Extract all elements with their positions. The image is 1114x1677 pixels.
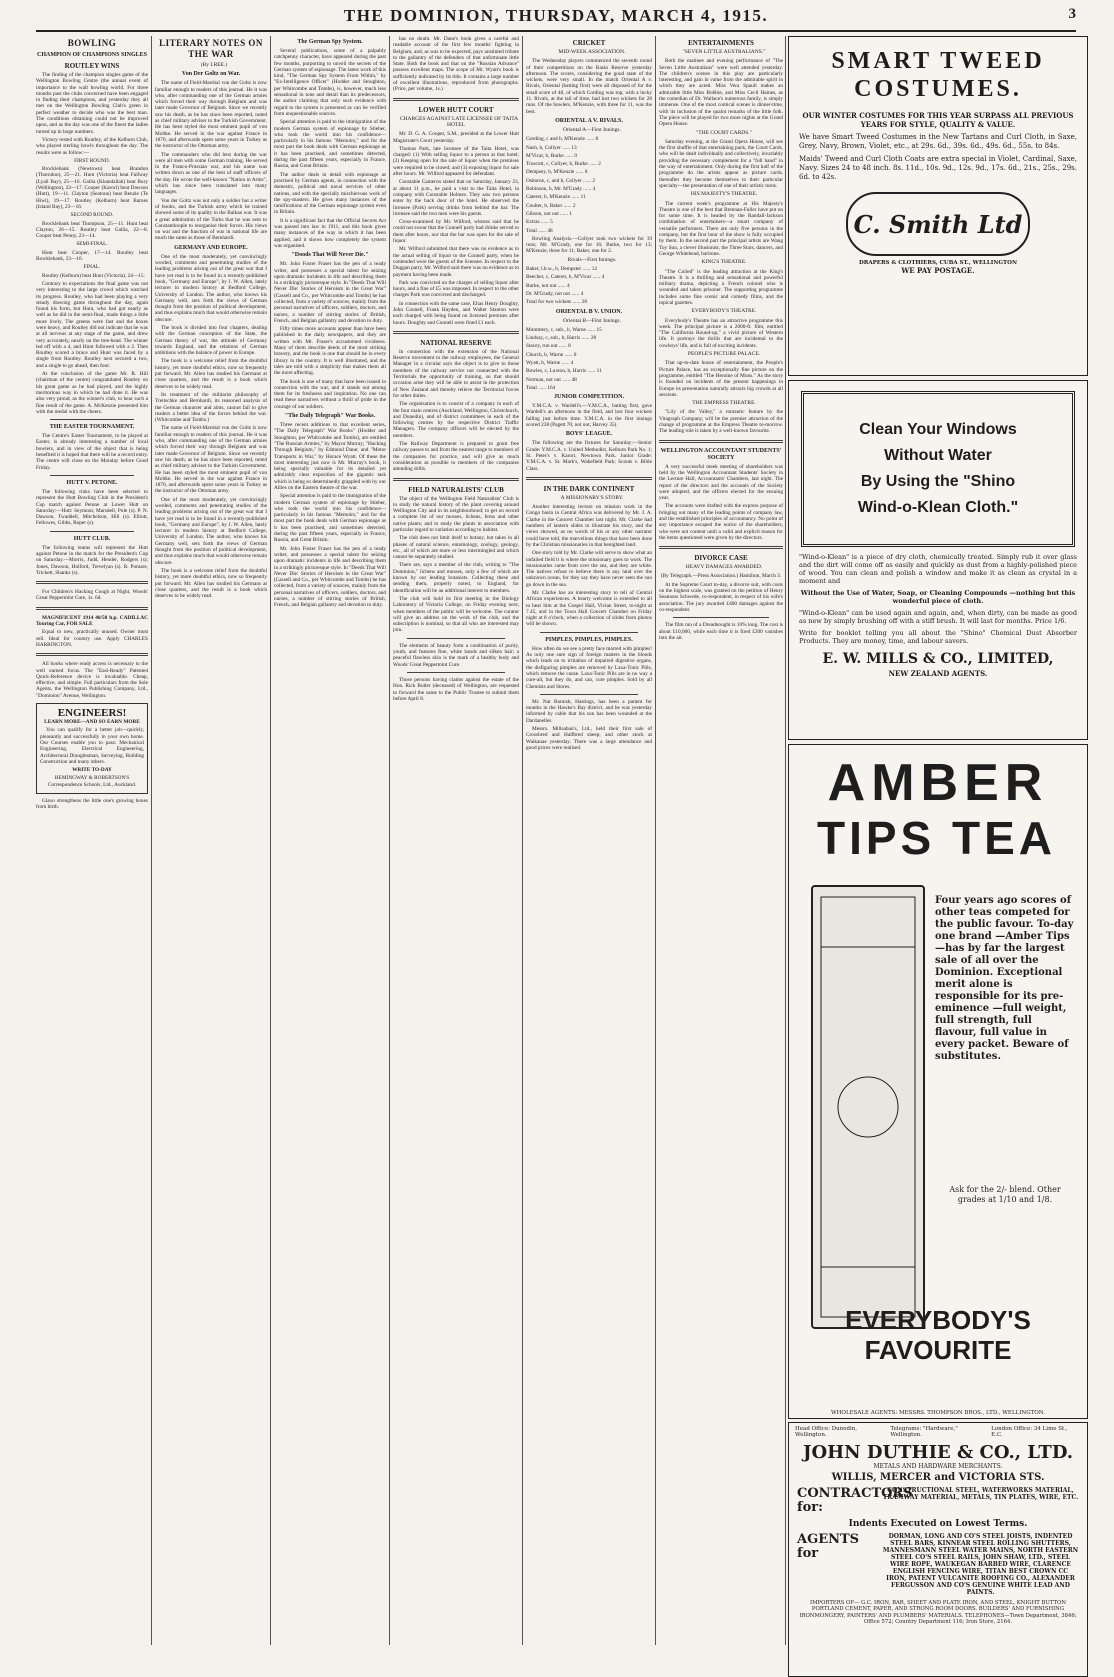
- paragraph: Those persons having claims against the estate of the Hon. Rick Butler (deceased) of Wellington, are requested to forward the same to the Public Trustee to submit them before April 8.: [393, 676, 519, 702]
- paragraph: The book is one of many that have been issued in connection with the war, and it stands out among them for its freshness and inspiration. No one can read these narratives without a thrill of pride in the courage of our soldiers.: [274, 378, 386, 410]
- article-headline: THE EASTER TOURNAMENT.: [49, 424, 135, 431]
- innings-heading: Oriental B—First Innings.: [563, 317, 621, 324]
- paragraph: Mr. John Foster Fraser has the pen of a ready writer, and possesses a special talent for seizing upon dramatic incidents in life and describing them in a strikingly picturesque style. In "Deeds That Will Never Die: Stories of Heroism in the Great War" (Cassell and Co., per Whitcombe and Tombs) he has collected, from a variety of sources, mainly from the personal narratives of officers, soldiers, doctors, and nurses, a number of stirring stories of British, French, and Belgian gallantry and devotion to duty.: [274, 261, 386, 324]
- paragraph: Everybody's Theatre has an attractive programme this week. The principal picture is a 2000-ft. film, entitled "The California Round-up," a vivid picture of Western life. It portrays the thrills that are incidental to the cowboys' life, and is full of exciting incidents.: [659, 317, 783, 349]
- divider: [407, 638, 505, 639]
- score-row: Wyatt, b, Warne ...... 4: [526, 359, 574, 366]
- importers-text: IMPORTERS OF— G.C. IRON, BAR, SHEET AND PLATE IRON, AND STEEL, KNIGHT BUTTON PORTLAND CEMENT, PAPER, AND STRONG ROOM DOORS. BUILDERS' AND FURNISHING IRONMONGERY, PAINTERS' AND PLUMBERS' MATERIALS. TELEPHONES—Town Department, 3846; Office 572; Country Department 116; Iron Store, 2164.: [799, 1600, 1077, 1625]
- advertisement-text: For Children's Hacking Cough at Night, Woods' Great Peppermint Cure, 1s. 6d.: [36, 589, 148, 602]
- paragraph: Messrs. Millsaban's, Ltd., held their first sale of Crossbred and Halfbred sheep, and other stock at Waikanae yesterday. There was a large attendance and good prices were realised.: [526, 726, 652, 751]
- article-subheading: CHAMPION OF CHAMPIONS SINGLES: [37, 52, 147, 58]
- article-subheading: "SEVEN LITTLE AUSTRALIANS.": [682, 49, 766, 55]
- paragraph: The book is a welcome relief from the doubtful history, yet more doubtful ethics, now so frequently put forward. Mr. Allen has studied his Germans at close quarters, and the result is a book which deserves to be widely read.: [155, 567, 267, 600]
- paragraph: The name of Field-Marshal von der Goltz is now familiar enough to readers of this journal. He it was who, after commanding one of the German armies which forced their way through Belgium and was later made Governor of Belgium. Since we recently saw his death, as he has since been reported, noted as chief military adviser to the Turkish Government. He has been styled the most eminent pupil of von Moltke. He served in the war against France in 1870, and afterwards spent some years in Turkey as the instructor of the Ottoman army.: [155, 80, 267, 150]
- column-rule: [522, 36, 523, 1645]
- glaxo-advertisement: Glaxo strengthens the little one's growing bones from birth.: [36, 798, 148, 811]
- tea-packet-icon: [811, 885, 925, 1329]
- paragraph: Mr. D. G. A. Cooper, S.M., presided at the Lower Hutt Magistrate's Court yesterday.: [393, 131, 519, 144]
- article-headline: DIVORCE CASE: [694, 554, 748, 563]
- divider: [673, 617, 769, 618]
- score-total: Total for two wickets ...... 28: [526, 299, 587, 306]
- article-subheading: A MISSIONARY'S STORY.: [560, 494, 624, 501]
- agents-list: DORMAN, LONG AND CO'S STEEL JOISTS, INDENTED STEEL BARS, KINNEAR STEEL ROLLING SHUTTERS, MANNESMANN STEEL WATER MAINS, NORTH EASTERN STEEL CO'S STEEL RAILS, JOHN SHAW, LTD., STEEL WIRE ROPE, WAUKEGAN BARBED WIRE, CLARENCE ENGLISH FENCING WIRE, TITAN BEST CROWN CC IRON, PATENT VULCANITE ROOFING CO., ALEXANDER FERGUSSON AND CO'S GENUINE WHITE LEAD AND PAINTS.: [882, 1533, 1079, 1596]
- ad-brand-amber: AMBER: [827, 754, 1049, 812]
- paragraph: The Centre's Easter Tournament, to be played at Easter, is already interesting a number of local bowlers, and in view of the object that is being benefited it is hoped that there will be a record entry. The centre will close on the Monday before Good Friday.: [36, 433, 148, 471]
- column-literary-notes: [155, 36, 267, 1645]
- ad-agent-sub: NEW ZEALAND AGENTS.: [888, 669, 988, 678]
- paragraph: The organisation is to consist of a company in each of the four main centres (Auckland, Wellington, Christchurch, and Dunedin), and of district committees in each of the following centres by the respective District Traffic Managers. The company officers will be elected by the members.: [393, 401, 519, 439]
- article-headline: JUNIOR COMPETITION.: [553, 394, 624, 401]
- score-row: M'Vicar, b, Burke ...... 0: [526, 152, 578, 159]
- company-name: JOHN DUTHIE & CO., LTD.: [802, 1442, 1074, 1463]
- paragraph: Contrary to expectations the final game was not very interesting to the large crowd which watched its progress. Routley, who had been playing a very steady drawing game throughout the day, again found his form, but Hunt, who had got nearly as well as he did in the semi-final, made things a little more lively. The greens were fast and the boxes were heavy, and Routley did not indicate that he was at all nervous at any stage of the game, and drew very accurately, nearly on the tree-head. The winner led off with a 4, and Hunt followed with a 2. Then Routley scored a brace and Hunt was faced by a single from Routley. Routley next secured a two, and a single to go ahead, then four.: [36, 280, 148, 369]
- advertisement-heading: MAGNIFICENT 1914 40/50 h.p. CADILLAC Touring Car, FOR SALE: [36, 614, 148, 628]
- ad-body: [789, 549, 1087, 678]
- divider: [393, 478, 519, 481]
- c-smith-logo: [846, 192, 1030, 256]
- paragraph: One of the most moderately, yet convincingly worded, comments and penetrating studies of the leading problems arising out of the great war that I have yet read is to be found in a recently-published book, "Germany and Europe", by J. W. Allen, lately lecturer in modern history at Bedford College, University of London. The author, who knows his Germany well, sets forth the views of German thought from the position of political development, and thus explains much that would otherwise remain obscure.: [155, 253, 267, 323]
- article-subheading: "THE COURT CARDS.": [696, 129, 752, 136]
- company-trade: METALS AND HARDWARE MERCHANTS.: [873, 1463, 1003, 1470]
- paragraph: There are, says a member of the club, writing to "The Dominion," lichens and mosses, only a few of which are known by our leading botanists. Collecting these and sending them, properly noted, to England, for identification will be an additional interest to members.: [393, 562, 519, 594]
- article-subheading: KING'S THEATRE.: [701, 259, 747, 266]
- article-headline: IN THE DARK CONTINENT: [543, 484, 635, 493]
- paragraph: Mr. Nat Barnish, Hastings, has been a patient for months in the Hawke's Bay district, and he was yesterday informed by cable that his son has been wounded at the Dardanelles.: [526, 698, 652, 724]
- score-row: Church, b, Warne ...... 0: [526, 351, 577, 358]
- paragraph: Constable Cameron stated that on Saturday, January 23, at about 11 p.m., he paid a visit to the Taita Hotel, in company with Constable Holmes. They saw two persons enter by the back door of the hotel. He observed the licensee (Park) serving drinks from behind the bar. The licensee said the two men were his guests.: [393, 179, 519, 217]
- agents-section: [797, 1533, 1079, 1596]
- article-headline: BOYS' LEAGUE.: [565, 431, 613, 438]
- paragraph: At the conclusion of the game Mr. R. Hill (chairman of the centre) congratulated Routley on his great game as he had played, and the highly meritorious way in which he had done it. He was also very proud, as the winner's club, to hear such a fine result of the game. A. McKenzie presented him with the medal with the cheers.: [36, 371, 148, 415]
- advertisement-column: [788, 36, 1088, 1645]
- innings-heading: Oriental A—First Innings.: [563, 126, 621, 133]
- divider: [393, 98, 519, 101]
- article-subheading: MID-WEEK ASSOCIATION.: [558, 49, 626, 55]
- score-row: Gording, c and b, M'Kenzie ...... 8: [526, 136, 599, 143]
- paragraph: has no doubt. Mr. Dane's book gives a careful and readable account of the first few months' fighting in Belgium, and, as was to be expected, pays unstinted tribute to the gallantry of the defenders of that unfortunate little State. Both the book and that on the "Russian Advance" possess excellent maps. The scope of Mr. Wyatt's book is sufficiently indicated by its title. It contains a large number of excellent illustrations, reproduced from photographs. (Price, per volume, 1s.): [393, 36, 519, 93]
- column-bowling: [36, 36, 148, 1645]
- round-heading: SEMI-FINAL.: [76, 241, 108, 248]
- divider: [540, 632, 638, 633]
- score-row: Gibson, not out ...... 1: [526, 210, 573, 217]
- advertisement-text: HEMINGWAY & ROBERTSON'S Correspondence Schools, Ltd., Auckland.: [47, 775, 137, 788]
- article-headline: LOWER HUTT COURT: [418, 105, 494, 114]
- article-headline: The German Spy System.: [297, 39, 363, 45]
- paragraph: Its treatment of the militarist philosophy of Treitschke and Bernhardi, its reasoned analysis of the German character and aims, cannot fail to give readers a better idea of the forces behind the war. (Whitcombe and Tombs.): [155, 391, 267, 424]
- divider: [540, 694, 638, 695]
- paragraph: Special attention is paid to the immigration of the modern German system of espionage by Stieber, who took the world into his confidence—particularly in his famous "Memoirs," and for the most part the book deals with German espionage as it has been practised, and sometimes detected, during the past fifteen years, especially in France, Russia, and Great Britain.: [274, 493, 386, 544]
- ad-title: SMART TWEED COSTUMES.: [831, 48, 1045, 102]
- paragraph: The Wednesday players commenced the seventh round of their competitions on the Basin Reserve yesterday afternoon. The scores, considering the good state of the wickets, were very small. In the match Oriental A v. Rivals, Oriental (batting first) were all disposed of for the small score of 48, of which Cording was top, with a lucky 11. Rivals, at the tail of time, had lost two wickets for 28 runs. Of the bowlers, M'Kenzie, with three for 11, was the best.: [526, 58, 652, 115]
- score-row: Mummery, c, sub., b, Warne ...... 15: [526, 326, 602, 333]
- ad-price-text: Ask for the 2/- blend. Other grades at 1/10 and 1/8.: [949, 1185, 1061, 1204]
- column-rule: [151, 36, 152, 1645]
- round-heading: FINAL.: [83, 264, 101, 271]
- ad-headline-line: By Using the "Shino: [860, 473, 1016, 490]
- paragraph: Three recent additions to that excellent series, "The Daily Telegraph" War Books" (Hodder and Stoughton, per Whitcombe and Tombs), are entitled "The Russian Armies," by Mayor Murray; "Hacking Through Belgium," by Edmund Dane; and "Motor Transports in War," by Horace Wyatt. Of these the most interesting just now is Mr. Murray's book, it being specially valuable for its detailed yet admirably clear exposition of the gigantic task which is being so determinedly grappled with by our Allies on the Eastern theatre of the war.: [274, 422, 386, 491]
- divider: [50, 419, 134, 420]
- score-row: Dr. M'Grady, not out ...... 4: [526, 290, 584, 297]
- advertisement-text: All books where ready access is necessary to the well earned focus. The "Easi-Ready" Patented Quick-Reference device is invaluable. Cheap, effective, and simple. Full particulars from the Sole Agents, the Wellington Publishing Company, Ltd., "Dominion" Avenue, Wellington.: [36, 661, 148, 699]
- paragraph: Brocklebank (Newtown) beat Brandon (Thorndon), 25—21. Hunt (Victoria) beat Fallway (Lyall Bay), 25—16. Gallia (Khandallah) beat Bury (Wellington), 22—17. Cooper (Karori) beat Dawson (Hutt), 19—11. Clayton (Seatoun) beat Benzie (Te Hiwi), 19—17. Routley (Kelburn) beat Barnes (Island Bay), 23—16.: [36, 166, 148, 210]
- score-total: Total ...... 164: [526, 384, 556, 391]
- paragraph: The following teams will represent the Hutt against Petone in the match for the President's Cup on Saturday.—Morris, Judd, Hender, Rodgers (s); Jones, Dawson, Holford, Trevelyan (s). R. Pomare, Trickett, Shanks (s).: [36, 544, 148, 576]
- article-subheading: CHARGES AGAINST LATE LICENSEE OF TAITA HOTEL: [399, 115, 519, 128]
- section-heading-bowling: BOWLING: [67, 38, 117, 48]
- round-heading: SECOND ROUND.: [70, 212, 114, 219]
- article-headline: Von Der Goltz on War.: [181, 71, 241, 78]
- masthead: [36, 2, 1076, 32]
- article-subheading: EVERYBODY'S THEATRE.: [691, 308, 757, 315]
- score-row: Lindsay, c, sub., b, Harris ...... 28: [526, 335, 597, 342]
- paragraph: One of the most moderately, yet convincingly worded, comments and penetrating studies of the leading problems arising out of the great war that I have yet read is to be found in a recently-published book, "Germany and Europe", by J. W. Allen, lately lecturer in modern history at Bedford College, University of London. The author, who knows his Germany well, sets forth the views of German thought from the position of political development, and thus explains much that would otherwise remain obscure.: [155, 496, 267, 566]
- ad-wholesale-agents: WHOLESALE AGENTS: MESSRS. THOMPSON BROS., LTD., WELLINGTON.: [830, 1410, 1046, 1416]
- paragraph: At the Supreme Court to-day, a divorce suit, with costs on the highest scale, was granted on the petition of Henry Seamons Schwede, co-respondent, in respect of his wife's association. The jury awarded £400 damages against the co-respondent.: [659, 581, 783, 613]
- paragraph: Park was convicted on the charges of selling liquor after hours, and a fine of £5 was imposed. In respect to the other charges Park was convicted and discharged.: [393, 279, 519, 299]
- innings-heading: Rivals—First Innings.: [567, 256, 617, 263]
- company-address: WILLIS, MERCER and VICTORIA STS.: [831, 1472, 1045, 1483]
- ad-headline-box: [801, 391, 1075, 547]
- column-war-books: [274, 36, 386, 1645]
- paragraph: The book is divided into four chapters, dealing with the German conception of the State, the German theory of war, the attitude of Germany towards England, and the relations of German ambitions with the balance of power in Europe.: [155, 324, 267, 357]
- divider: [36, 607, 148, 610]
- engineers-advertisement: [36, 703, 148, 794]
- advertisement-heading: PIMPLES, PIMPLES, PIMPLES.: [545, 636, 633, 643]
- article-headline: ROUTLEY WINS: [64, 62, 120, 70]
- column-court-reserve: [393, 36, 519, 1645]
- ad-text: Write for booklet telling you all about the "Shino" Chemical Dust Absorber Products. They are money, time, and labour savers.: [799, 629, 1077, 645]
- advertisement-text: The elements of beauty form a combination of purity, youth, and features fine, white hands and silken hair; a peaceful flawless skin is the mark of a healthy body and Woods' Great Peppermint Cure.: [393, 642, 519, 668]
- paragraph: The club does not limit itself to botany, but takes in all phases of natural science, entomology, zoology, geology, etc., all of which are more or less intermingled and which cannot be separately studied.: [393, 535, 519, 561]
- divider: [36, 653, 148, 656]
- scorecard-oriental-b: [526, 327, 652, 391]
- ad-text: Four years ago scores of other teas competed for the public favour. To-day one brand —Amber Tips—has by far the largest sale of all over the Dominion. Exceptional merit alone is responsible for its pre-eminence —full weight, full strength, full flavour, full value in every packet. Beware of substitutes.: [935, 895, 1074, 1062]
- score-row: Coulter, b, Baker ...... 2: [526, 202, 576, 209]
- score-row: Nash, b, Collyer ...... 13: [526, 144, 577, 151]
- ad-text: "Wind-o-Klean" can be used again and again, and, when dirty, can be made as good as new by simply brushing off with a stiff brush. It will last for months. Price 1/6.: [799, 609, 1077, 625]
- paragraph: Several publications, some of a palpably catchpenny character, have appeared during the past few months, purporting to unveil the secrets of the German system of espionage. The latest work of this kind, "The German Spy System From Within," by "Ex-Intelligence Officer" (Hodder and Stoughton, per Whitcombe and Tombs), is, however, much less sensational in tone and detail than its predecessors, the author claiming that only such evidence with regard to the system is presented as can be verified from unquestionable sources.: [274, 48, 386, 117]
- contractors-list: CONSTRUCTIONAL STEEL, WATERWORKS MATERIAL, TRAMWAY MATERIAL, METALS, TIN PLATES, WIRE, ETC.: [882, 1487, 1079, 1501]
- advertisement-subheading: LEARN MORE—AND SO EARN MORE: [44, 719, 140, 726]
- score-row: Burke, not out ...... 4: [526, 282, 570, 289]
- paragraph: Mr. John Foster Fraser has the pen of a ready writer, and possesses a special talent for seizing upon dramatic incidents in life and describing them in a strikingly picturesque style. In "Deeds That Will Never Die: Stories of Heroism in the Great War" (Cassell and Co., per Whitcombe and Tombs) he has collected, from a variety of sources, mainly from the personal narratives of officers, soldiers, doctors, and nurses, a number of stirring stories of British, French, and Belgian gallantry and devotion to duty.: [274, 545, 386, 609]
- divider: [659, 440, 783, 443]
- paragraph: That up-to-date house of entertainment, the People's Picture Palace, has an exceptionally fine picture on the programme, entitled "The Heroine of Mons." As the story is founded on incidents of the present happenings in Europe its presentation naturally attracts big crowds at all sessions.: [659, 360, 783, 398]
- article-headline: HUTT CLUB.: [73, 535, 111, 542]
- match-heading: ORIENTAL A V. RIVALS.: [555, 117, 623, 124]
- column-cricket: [526, 36, 652, 1645]
- score-row: Baker, l.b.w., b, Dempster ...... 12: [526, 266, 598, 273]
- section-heading-cricket: CRICKET: [572, 39, 606, 47]
- dateline: (By Telegraph.—Press Association.) Hamilton, March 3.: [660, 573, 782, 580]
- match-heading: ORIENTAL B V. UNION.: [555, 308, 623, 315]
- ad-headline-line: Clean Your Windows: [859, 421, 1017, 438]
- paragraph: The object of the Wellington Field Naturalists' Club is to study the natural history of the plant covering around Wellington City and in its neighbourhood; to get on record a complete list of our mosses, lichens, ferns and other native plants; and to study the plants in association with particular regard to variation according to habitat.: [393, 495, 519, 533]
- divider: [36, 581, 148, 584]
- round-heading: FIRST ROUND.: [74, 157, 110, 164]
- article-headline: WELLINGTON ACCOUNTANT STUDENTS' SOCIETY: [660, 447, 782, 461]
- score-row: Beecher, c, Caterer, b, M'Vicar ...... 4: [526, 274, 605, 281]
- byline: (By I.REE.): [200, 62, 228, 68]
- paragraph: The following rinks have been selected to represent the Hutt Bowling Club in the President's Cup match against Petone at Lower Hutt on Saturday:—Hutt: Seymour, Marsdell, Pole (s). P. N. Dawson, Twaddell, Mitchelson, Hill (s). Elliott, Fellowes, Gibbs, Roper (s).: [36, 488, 148, 527]
- paragraph: Bowling Analysis.—Collyer took two wickets for 19 runs; Mr. M'Grady, one for 16; Burke, two for 13; M'Kenzie, three for 11; Baker, one for 2.: [526, 235, 652, 255]
- paragraph: The finding of the champion singles game of the Wellington Bowling Centre (the annual event of importance to the wall bowling world. For three months past the clubs concerned have been engaged in finding their champions, and yesterday they all met on the Wellington Bowling Club's green in perfect weather to decide who was the best man. The conditions obtaining could not be improved upon, and as the day was one of the finest the ladies turned up in large numbers.: [36, 72, 148, 135]
- paragraph: Cross-examined by Mr. Wilford, witness said that he could not swear that the Connell party had drinks served to them after hours, nor that the bar was open for the sale of liquor.: [393, 219, 519, 245]
- ad-footer: WE PAY POSTAGE.: [901, 266, 975, 275]
- paragraph: Mr. Wilford submitted that there was no evidence as to the actual selling of liquor to the Connell party, when he contended were the guests of the licensee. In respect to the Duggan party, Mr. Wilford said there was no evidence as to payment having been made.: [393, 246, 519, 278]
- paragraph: Another interesting lecture on mission work in the Congo basin in Central Africa was delivered by Mr. J. A. Clarke in the Concert Chamber last night. Mr. Clarke had numbers of lantern slides to illustrate his story, and the views showed, as no words of his or any other narrator could have told, the marvellous things that have been done by the Christian missionaries in that benighted land.: [526, 504, 652, 548]
- paragraph: Victory rested with Routley, of the Kelburn Club, who played sterling bowls throughout the day. The results were as follow:—: [36, 136, 148, 156]
- article-headline: HUTT V. PETONE.: [66, 479, 118, 486]
- agents-label: AGENTS for: [797, 1532, 860, 1561]
- section-heading-entertainments: ENTERTAINMENTS: [688, 39, 754, 47]
- ad-brand-tips-tea: TIPS TEA: [817, 812, 1057, 864]
- london-office: London Office: 34 Lime St., E.C.: [991, 1426, 1068, 1438]
- masthead-title: THE DOMINION, THURSDAY, MARCH 4, 1915.: [343, 6, 769, 25]
- ad-text: Without the Use of Water, Soap, or Cleaning Compounds —nothing but this wonderful piece of cloth.: [800, 589, 1076, 605]
- advertisement-heading: ENGINEERS!: [57, 707, 127, 720]
- score-row: Bowles, c, Luxton, b, Harris ...... 11: [526, 368, 602, 375]
- paragraph: Routley (Kelburn) beat Hunt (Victoria), 24—15.: [42, 272, 145, 279]
- ad-headline-line: Without Water: [884, 447, 992, 464]
- telegrams: Telegrams: "Hardware," Wellington.: [890, 1426, 958, 1438]
- scorecard-rivals: [526, 266, 652, 305]
- score-total: Total ...... 48: [526, 227, 553, 234]
- divider: [407, 672, 505, 673]
- paragraph: In connection with the same case, Elias Henry Doughty, John Connell, Frank Hayden, and Walter Stanton were each charged with being found on licensed premises after hours. Doughty and Connell were fined £1 each.: [393, 300, 519, 326]
- column-rule: [655, 36, 656, 1645]
- score-row: Truscott, c, Collyer, b, Burke ...... 2: [526, 161, 601, 168]
- article-subheading: PEOPLE'S PICTURE PALACE.: [687, 351, 761, 358]
- score-row: Stacey, run out ...... 8: [526, 343, 571, 350]
- divider: [526, 477, 652, 480]
- ad-slogan: EVERYBODY'S FAVOURITE: [845, 1305, 1031, 1365]
- paragraph: Fifty times more accounts appear than have been published in the daily newspapers, and they are written with Mr. Fraser's accustomed vividness. Many of them describe deeds of the most striking bravery, and the book is one that should be in every library in the country. It is well illustrated, and the tales are told with a simplicity that makes them all the more affecting.: [274, 326, 386, 377]
- paragraph: "Lily of the Valley," a romantic feature by the Vitagraph Company, will be the premier attraction of the change of programme at the Empress Theatre to-morrow. The leading role is taken by a well-known favourite.: [659, 409, 783, 435]
- paragraph: Special attention is paid to the immigration of the modern German system of espionage by Stieber, who took the world into his confidence—particularly in his famous "Memoirs," and for the most part the book deals with German espionage as it has been practised, and sometimes detected, during the past fifteen years, especially in France, Russia, and Great Britain.: [274, 119, 386, 170]
- paragraph: In connection with the extension of the National Reserve movement to the railway employees, the General Manager in a circular says the object is to give to those members of the railway service not connected with the Territorials the opportunity of training, so that should occasion arise they will be able to assist in the protection of New Zealand and thereby relieve the Territorial forces for other duties.: [393, 348, 519, 399]
- paragraph: Y.M.C.A. v. Wardell's.—Y.M.C.A., batting first, gave Wardell's an afternoon in the field, and lost four wickets falling just before time. Y.M.C.A. in the first innings scored 238 (Pagett 70, not out; Harvey 35).: [526, 403, 652, 429]
- article-headline: NATIONAL RESERVE: [420, 338, 492, 347]
- advertisement-text: You can qualify for a better job—quickly, pleasantly and successfully in your own home. Our Courses enable you to pass: Mechanical Engineering, Electrical Engineering, Architectural Draughtsman, Surveying, Building Construction and many others.: [40, 727, 144, 765]
- ad-subtitle: OUR WINTER COSTUMES FOR THIS YEAR SURPASS ALL PREVIOUS YEARS FOR STYLE, QUALITY & VALUE.: [802, 111, 1074, 129]
- contractors-section: [797, 1487, 1079, 1515]
- divider: [50, 531, 134, 532]
- divider: [393, 331, 519, 334]
- divider: [50, 475, 134, 476]
- paragraph: The film run of a Dreadnought is 10% long. The cost is about £10,000, while each time it is fired £200 vanishes into the air.: [659, 622, 783, 641]
- divider: [659, 546, 783, 549]
- john-duthie-ad: [788, 1422, 1088, 1677]
- section-heading-literary: LITERARY NOTES ON THE WAR: [159, 38, 263, 59]
- column-rule: [785, 36, 786, 1645]
- logo-text: C. Smith Ltd: [853, 209, 1023, 239]
- article-headline: FIELD NATURALISTS' CLUB: [408, 485, 504, 494]
- column-rule: [270, 36, 271, 1645]
- ad-agent: E. W. MILLS & CO., LIMITED,: [822, 651, 1054, 667]
- advertisement-text: How often do we see a pretty face marred with pimples! As only one sure sign of foreign matters in the bloods which leads on to irritation of impaired digestive organs, the disfiguring pimples are removed by Laxa-Tonic Pills, which remove the cause. Laxa-Tonic Pills are in no way a cure-all, but they do, and can, cure pimples. Sold by all Chemists and Stores.: [526, 645, 652, 690]
- paragraph: A very successful meek meeting of shareholders was held by the Wellington Accountant Students' Society in the Lecture Hall, Accountants' Chambers, last night. The report of the directors and the accounts of the Society were adopted, and the officers elected for the ensuing year.: [659, 463, 783, 502]
- article-headline: "Doods That Will Never Die.": [291, 252, 369, 259]
- paragraph: The following are the fixtures for Saturday:—Senior Grade: Y.M.C.A. v. United Methodist, Kelburn Park No. 1; St. Peter's v. Karori, Newtown Park. Junior Grade: Y.M.C.A. v. St. Mark's, Wakefield Park; Scouts v. Bible Class.: [526, 440, 652, 472]
- article-subheading: THE EMPRESS THEATRE.: [692, 400, 756, 407]
- shino-wind-o-klean-ad: [788, 380, 1088, 740]
- paragraph: The name of Field-Marshal von der Goltz is now familiar enough to readers of this journal. He it was who, after commanding one of the German armies which forced their way through Belgium and was later made Governor of Belgium. Since we recently saw his death, as he has since been reported, noted as chief military adviser to the Turkish Government. He has been styled the most eminent pupil of von Moltke. He served in the war against France in 1870, and afterwards spent some years in Turkey as the instructor of the Ottoman army.: [155, 425, 267, 495]
- column-rule: [389, 36, 390, 1645]
- ad-text: Maids' Tweed and Curl Cloth Coats are extra special in Violet, Cardinal, Saxe, Navy. Sizes 24 to 48 inch. 8s. 11d., 10s. 9d., 12s. 9d., 17s. 6d., 21s., 25s., 29s. 6d. to 42s.: [799, 155, 1077, 181]
- paragraph: One story told by Mr. Clarke will serve to show what an unfailed field it is where the missionary goes to work. The missionaries came from over the sea, and they are white. The natives refuse to believe there is any land over the unknown ocean, for they say they have never seen the sun go down in the sea.: [526, 550, 652, 588]
- ad-text: "Wind-o-Klean" is a piece of dry cloth, chemically treated. Simply rub it over glass and the dirt will come off as easily and quickly as dust from a highly-polished piece of wood. You can clean and polish a window and make it as clean as crystal in a moment and: [799, 553, 1077, 585]
- paragraph: Mr. Clarke has an interesting story to tell of Central African experiences. A hearty welcome is extended to all to hear him at the Gospel Hall, Vivian Street, to-night at 7.45, and in the Town Hall Concert Chamber on Friday night at 8 o'clock, when a collection of slides from photos will be shown.: [526, 590, 652, 628]
- score-row: Extras ...... 5: [526, 219, 553, 226]
- contractors-label: CONTRACTORS for:: [797, 1486, 913, 1515]
- score-row: Robinson, b, Mr. M'Grady ...... 4: [526, 186, 596, 193]
- smart-tweed-costumes-ad: [788, 36, 1088, 376]
- amber-tips-tea-ad: [788, 744, 1088, 1419]
- advertisement-cta: WRITE TO-DAY: [72, 767, 112, 774]
- scorecard-oriental-a: [526, 136, 652, 234]
- paragraph: "The Coiled" is the leading attraction at the King's Theatre. It is a thrilling and sensational and powerful military drama, depicting a French colonel who is wounded and taken prisoner. The supporting programme includes some fine scenic and comedy films, and the topical gazettes.: [659, 268, 783, 306]
- paragraph: The book is a welcome relief from the doubtful history, yet more doubtful ethics, now so frequently put forward. Mr. Allen has studied his Germans at close quarters, and the result is a book which deserves to be widely read.: [155, 358, 267, 390]
- article-subheading: HIS MAJESTY'S THEATRE.: [690, 191, 758, 198]
- paragraph: The Railway Department is prepared to grant free railway passes to and from the nearest range to members of the companies for practice, and will give as much consideration as possible to members of the companies attending drills.: [393, 441, 519, 473]
- paragraph: Both the matinee and evening performance of "The Seven Little Australians" were well attended yesterday. The children's scenes in this play are particularly interesting, and gain in value from the admirable spirit in which they are acted. Miss Vera Spaull makes an admirable little Miss Bobbie, and Miss Cecil Haines, as the comedian of Dr. Wallace's numerous family, is simply immense. One of the most comical scenes is dinner-time, with its inclusion of the quaint remarks of the little folk. The piece will be played for two more nights at the Grand Opera House.: [659, 58, 783, 128]
- indents-line: Indents Executed on Lowest Terms.: [848, 1519, 1028, 1529]
- ad-text: We have Smart Tweed Costumes in the New Tartans and Curl Cloth, in Saxe, Grey, Navy, Brown, Violet, etc., at 29s. 6d., 39s. 6d., 49s. 6d., 55s. to 84s.: [799, 133, 1077, 150]
- paragraph: Thomas Park, late licensee of the Taita Hotel, was charged: (1) With selling liquor to a person at that hotel; (2) Keeping open for the sale of liquor when the premises were required to be closed; and (3) exposing liquor for sale after hours. Mr. Wilford appeared for defendant.: [393, 145, 519, 178]
- ad-contact-row: [795, 1426, 1081, 1438]
- logo-subtext: DRAPERS & CLOTHIERS, CUBA ST., WELLINGTON: [859, 260, 1017, 266]
- paragraph: It is a significant fact that the Official Secrets Act was passed into law in 1911, and this book gives many instances of the way in which it has been applied, and it shows how completely the system was organised.: [274, 217, 386, 249]
- column-entertainments: [659, 36, 783, 1645]
- article-subheading: HEAVY DAMAGES AWARDED.: [685, 564, 763, 571]
- score-row: Caterer, b, M'Kenzie ...... 11: [526, 194, 586, 201]
- paragraph: The author deals in detail with espionage as practised by German agents, in connection with the domestic, political and naval services of other nations, and with the specially mischievous work of the spy-masters. He gives many instances of the ramifications of the German espionage system even in Britain.: [274, 171, 386, 216]
- tea-packet-graphic: [813, 887, 923, 1327]
- advertisement-text: Equal to new, practically unused. Owner must sell. Ideal for country use. Apply CHARLES HARRINGTON.: [36, 629, 148, 648]
- score-row: Norman, not out ...... 48: [526, 376, 577, 383]
- ad-headline-line: Wind-o-Klean Cloth.": [857, 499, 1019, 516]
- paragraph: The club will hold its first meeting in the Biology Laboratory of Victoria College, on Friday evening next, when members of the public will be welcome. The curator will give an address on the work of the club, and the subscription is nominal, so that all who are interested may join.: [393, 595, 519, 634]
- paragraph: Saturday evening, at the Grand Opera House, will see the first shuffle of that entertaining pack, the Court Cards, who will be dealt individually and collectively, invariably providing the necessary complement for a "full hand" in the way of entertainment. Only during the first half of the programme do the artists appear as picture cards, thereafter they become themselves to their particular specialty—the presentation of one of their artistic turns.: [659, 138, 783, 189]
- paragraph: The accounts were drafted with the express purpose of bringing out many of the leading points of company law, and the established principles of accountancy. No point of any importance escaped the notice of the shareholders, who were not content until a valid and explicit reason for the items questioned were given by the directors.: [659, 503, 783, 541]
- paragraph: The current week's programme at His Majesty's Theatre is one of the best that Brennan-Fuller have put on for some time. It is headed by the Randall-Jackson combination of entertainers—a smart company of versatile performers. There are only five persons in the company, but the first hour of the show is fully occupied by them. In the second part the principal artists are Wang Toy Sun, a clever illusionist, the Three Stars, dancers, and George Whitehead, baritone.: [659, 200, 783, 257]
- paragraph: The commanders who did best during the war were all men with some German training. He served in the Franco-Prussian war, and his name was written down as one of the best of staff officers of the day. He wrote the well-known "Nation in Arms", which has since been translated into many languages.: [155, 151, 267, 196]
- score-row: Osborne, c, and b, Collyer ...... 2: [526, 177, 595, 184]
- article-headline: GERMANY AND EUROPE.: [174, 244, 248, 251]
- article-headline: "The Daily Telegraph" War Books.: [284, 413, 376, 420]
- paragraph: Brocklebank beat Thompson, 25—11. Hunt beat Clayton, 26—15. Routley beat Gallia, 22—8. Cooper beat Penny, 23—14.: [36, 220, 148, 240]
- page-number: 3: [1068, 6, 1076, 22]
- paragraph: Hunt beat Cooper, 17—14. Routley beat Brocklebank, 23—16.: [36, 249, 148, 263]
- head-office: Head Office: Dunedin, Wellington.: [795, 1426, 858, 1438]
- paragraph: Von der Goltz was not only a soldier but a writer of books, and the Turkish army which he trained showed some of its quality in the Balkan war. It was a great admiration of the Turks that he was sent to Constantinople to reorganise their forces. His views on war and the function of war in national life are much the same as those of Bernhardi.: [155, 197, 267, 242]
- score-row: Dempsey, b, M'Kenzie ...... 8: [526, 169, 588, 176]
